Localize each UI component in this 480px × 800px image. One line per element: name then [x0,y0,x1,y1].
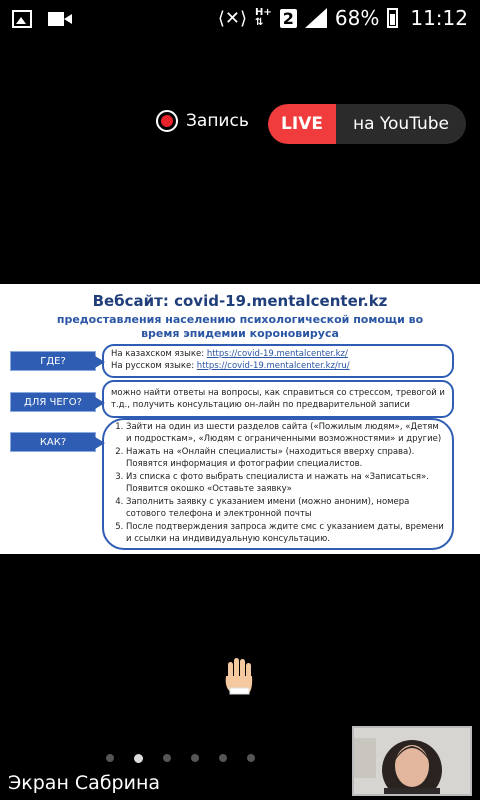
raise-hand-icon[interactable] [222,656,258,696]
live-badge: LIVE [268,104,336,144]
how-box [102,418,454,550]
where-box [102,344,454,378]
live-youtube-button[interactable] [268,104,466,144]
battery-percent: 68% [334,6,380,30]
step-item: 3. Из списка с фото выбрать специалиста и нажать на «Записаться». Появится окошко «Оставьте заявку» [126,472,444,495]
page-dot[interactable] [106,754,114,762]
page-dot[interactable] [219,754,227,762]
kz-prefix: На казахском языке: [111,349,207,359]
how-steps [112,422,444,545]
step-item: 5. После подтверждения запроса ждите смс с указанием даты, времени и ссылки на индивидуальную консультацию. [126,522,444,545]
battery-icon [387,8,398,28]
where-label: ГДЕ? [10,351,96,371]
page-dot[interactable] [163,754,171,762]
page-dot[interactable] [247,754,255,762]
page-dot[interactable] [191,754,199,762]
step-item: 1. Зайти на один из шести разделов сайта («Пожилым людям», «Детям и подросткам», «Людям с ограниченными возможностями» и другие) [126,422,444,445]
status-bar [0,0,480,38]
record-label: Запись [186,111,249,131]
participant-video-image [354,728,470,794]
kz-link: https://covid-19.mentalcenter.kz/ [206,349,348,359]
record-toggle[interactable] [156,110,249,132]
vibrate-mute-icon: ⟨✕⟩ [217,7,248,29]
network-type-icon: H+ ⇅ [255,7,272,28]
why-text: можно найти ответы на вопросы, как справиться со стрессом, тревогой и т.д., получить консультацию он-лайн по предварительной записи [111,388,445,410]
page-dot-active[interactable] [134,754,143,763]
ru-link: https://covid-19.mentalcenter.kz/ru/ [196,360,350,371]
shared-screen [0,284,480,554]
clock: 11:12 [410,6,468,30]
screen-owner-label: Экран Сабрина [8,772,161,794]
image-notification-icon [12,10,32,28]
step-item: 2. Нажать на «Онлайн специалисты» (находиться вверху справа). Появятся информация и фотографии специалистов. [126,447,444,470]
why-label: ДЛЯ ЧЕГО? [10,392,96,412]
participant-video-thumbnail[interactable] [352,726,472,796]
slide-subtitle: предоставления населению психологической помощи во время эпидемии короновируса [56,313,424,340]
notification-icons [12,10,64,28]
how-label: КАК? [10,432,96,452]
slide-title: Вебсайт: covid-19.mentalcenter.kz [92,292,388,310]
ru-prefix: На русском языке: [111,360,197,371]
why-box [102,380,454,418]
sim-slot-badge: 2 [280,9,297,28]
system-icons [218,6,468,30]
record-icon [156,110,178,132]
video-camera-icon [48,12,64,26]
page-indicator [106,754,255,763]
signal-strength-icon [305,8,327,28]
live-destination: на YouTube [352,114,450,134]
step-item: 4. Заполнить заявку с указанием имени (можно аноним), номера сотового телефона и электронной почты [126,497,444,520]
